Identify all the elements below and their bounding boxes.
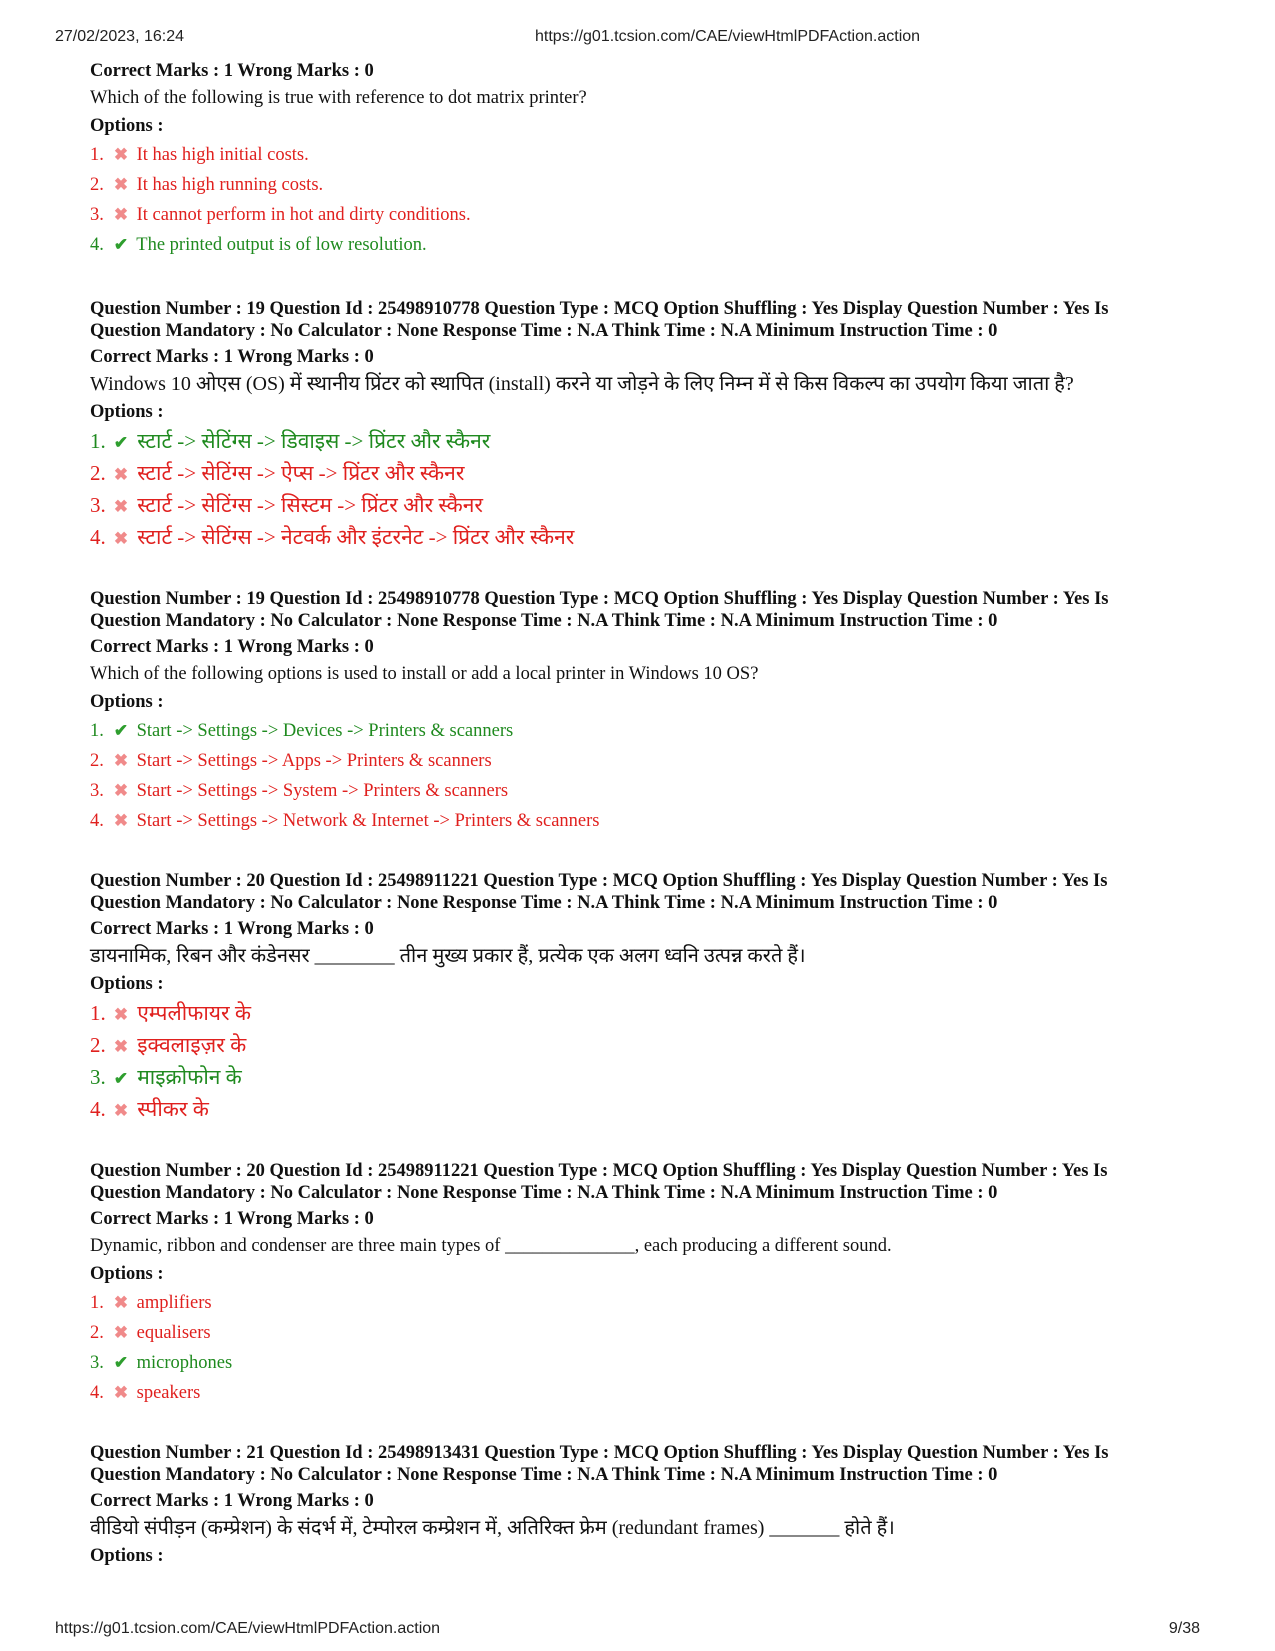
option-number: 2. (90, 1323, 104, 1343)
option-item (90, 1062, 1190, 1094)
cross-mark-icon: ✖ (113, 1037, 129, 1056)
option-item (90, 458, 1190, 490)
question-block (90, 298, 1190, 554)
cross-mark-icon: ✖ (113, 1293, 129, 1312)
options-label: Options : (90, 402, 164, 422)
print-datetime: 27/02/2023, 16:24 (55, 28, 185, 45)
question-text: Dynamic, ribbon and condenser are three main types of ______________, each producing a different sound. (90, 1236, 892, 1256)
options-list (90, 998, 1190, 1126)
option-number: 2. (90, 175, 104, 195)
option-number: 4. (90, 525, 106, 549)
question-list (90, 56, 1190, 1604)
option-text: It cannot perform in hot and dirty conditions. (136, 205, 471, 225)
option-text: माइक्रोफोन के (137, 1065, 242, 1089)
question-block (90, 1160, 1190, 1408)
option-item (90, 1378, 1190, 1408)
option-number: 3. (90, 1065, 106, 1089)
option-text: microphones (136, 1353, 233, 1373)
option-item (90, 776, 1190, 806)
check-mark-icon: ✔ (113, 1353, 129, 1372)
option-text: equalisers (136, 1323, 211, 1343)
option-item (90, 1094, 1190, 1126)
cross-mark-icon: ✖ (113, 175, 129, 194)
option-item (90, 1288, 1190, 1318)
options-label: Options : (90, 1546, 164, 1566)
option-item (90, 426, 1190, 458)
options-label: Options : (90, 1264, 164, 1284)
option-text: Start -> Settings -> Devices -> Printers & scanners (136, 721, 514, 741)
question-text: Which of the following options is used to install or add a local printer in Windows 10 OS? (90, 664, 759, 684)
option-number: 4. (90, 1097, 106, 1121)
cross-mark-icon: ✖ (113, 145, 129, 164)
option-item (90, 716, 1190, 746)
option-text: Start -> Settings -> Network & Internet -> Printers & scanners (136, 811, 600, 831)
option-text: amplifiers (136, 1293, 212, 1313)
question-text: डायनामिक, रिबन और कंडेनसर ________ तीन मुख्य प्रकार हैं, प्रत्येक एक अलग ध्वनि उत्पन्न करते हैं। (90, 945, 806, 967)
question-meta-line-2: Question Mandatory : No Calculator : None Response Time : N.A Think Time : N.A Minimum Instruction Time : 0 (90, 1465, 998, 1485)
option-number: 1. (90, 429, 106, 453)
cross-mark-icon: ✖ (113, 205, 129, 224)
page-number: 9/38 (1168, 1620, 1200, 1637)
option-number: 1. (90, 1293, 104, 1313)
option-number: 4. (90, 235, 104, 255)
option-item (90, 806, 1190, 836)
question-meta-line-1: Question Number : 21 Question Id : 25498913431 Question Type : MCQ Option Shuffling : Yes Display Question Number : Yes Is (90, 1443, 1109, 1463)
option-number: 1. (90, 1001, 106, 1025)
option-text: स्टार्ट -> सेटिंग्स -> डिवाइस -> प्रिंटर और स्कैनर (137, 429, 491, 453)
option-text: एम्पलीफायर के (137, 1001, 251, 1025)
options-list (90, 1288, 1190, 1408)
cross-mark-icon: ✖ (113, 465, 129, 484)
option-item (90, 200, 1190, 230)
print-header-url: https://g01.tcsion.com/CAE/viewHtmlPDFAction.action (535, 28, 921, 45)
option-text: speakers (136, 1383, 201, 1403)
option-item (90, 1318, 1190, 1348)
option-item (90, 1348, 1190, 1378)
marks-line: Correct Marks : 1 Wrong Marks : 0 (90, 61, 374, 81)
option-item (90, 490, 1190, 522)
question-meta-line-2: Question Mandatory : No Calculator : None Response Time : N.A Think Time : N.A Minimum Instruction Time : 0 (90, 611, 998, 631)
print-footer (55, 1620, 1220, 1642)
option-text: It has high initial costs. (136, 145, 309, 165)
option-text: इक्वलाइज़र के (137, 1033, 247, 1057)
question-meta-line-2: Question Mandatory : No Calculator : None Response Time : N.A Think Time : N.A Minimum Instruction Time : 0 (90, 321, 998, 341)
check-mark-icon: ✔ (113, 433, 129, 452)
cross-mark-icon: ✖ (113, 751, 129, 770)
check-mark-icon: ✔ (113, 721, 129, 740)
options-label: Options : (90, 974, 164, 994)
question-meta-line-2: Question Mandatory : No Calculator : None Response Time : N.A Think Time : N.A Minimum Instruction Time : 0 (90, 893, 998, 913)
options-label: Options : (90, 692, 164, 712)
cross-mark-icon: ✖ (113, 1101, 129, 1120)
options-list (90, 140, 1190, 260)
question-block (90, 1442, 1190, 1570)
option-number: 2. (90, 751, 104, 771)
cross-mark-icon: ✖ (113, 1383, 129, 1402)
question-text: वीडियो संपीड़न (कम्प्रेशन) के संदर्भ में, टेम्पोरल कम्प्रेशन में, अतिरिक्त फ्रेम (redundant frames) _______ होते हैं। (90, 1517, 895, 1539)
marks-line: Correct Marks : 1 Wrong Marks : 0 (90, 637, 374, 657)
question-meta-line-1: Question Number : 19 Question Id : 25498910778 Question Type : MCQ Option Shuffling : Yes Display Question Number : Yes Is (90, 589, 1109, 609)
option-item (90, 522, 1190, 554)
option-item (90, 746, 1190, 776)
question-meta-line-1: Question Number : 19 Question Id : 25498910778 Question Type : MCQ Option Shuffling : Yes Display Question Number : Yes Is (90, 299, 1109, 319)
question-meta-line-2: Question Mandatory : No Calculator : None Response Time : N.A Think Time : N.A Minimum Instruction Time : 0 (90, 1183, 998, 1203)
option-text: स्टार्ट -> सेटिंग्स -> नेटवर्क और इंटरनेट -> प्रिंटर और स्कैनर (137, 525, 575, 549)
marks-line: Correct Marks : 1 Wrong Marks : 0 (90, 347, 374, 367)
option-number: 4. (90, 811, 104, 831)
question-text: Windows 10 ओएस (OS) में स्थानीय प्रिंटर को स्थापित (install) करने या जोड़ने के लिए निम्न में से किस विकल्प का उपयोग किया जाता है? (90, 373, 1074, 395)
option-number: 2. (90, 1033, 106, 1057)
check-mark-icon: ✔ (113, 235, 129, 254)
options-list (90, 426, 1190, 554)
option-number: 3. (90, 205, 104, 225)
question-text: Which of the following is true with reference to dot matrix printer? (90, 88, 587, 108)
options-label: Options : (90, 116, 164, 136)
option-text: Start -> Settings -> System -> Printers & scanners (136, 781, 509, 801)
question-block (90, 588, 1190, 836)
print-header (55, 28, 1220, 50)
cross-mark-icon: ✖ (113, 781, 129, 800)
option-text: स्टार्ट -> सेटिंग्स -> ऐप्स -> प्रिंटर और स्कैनर (137, 461, 465, 485)
marks-line: Correct Marks : 1 Wrong Marks : 0 (90, 1209, 374, 1229)
option-number: 1. (90, 145, 104, 165)
option-text: It has high running costs. (136, 175, 324, 195)
print-footer-url: https://g01.tcsion.com/CAE/viewHtmlPDFAction.action (55, 1620, 441, 1637)
cross-mark-icon: ✖ (113, 529, 129, 548)
option-number: 4. (90, 1383, 104, 1403)
option-text: स्टार्ट -> सेटिंग्स -> सिस्टम -> प्रिंटर और स्कैनर (137, 493, 483, 517)
question-block (90, 58, 1190, 260)
option-number: 3. (90, 493, 106, 517)
marks-line: Correct Marks : 1 Wrong Marks : 0 (90, 1491, 374, 1511)
option-item (90, 1030, 1190, 1062)
option-text: Start -> Settings -> Apps -> Printers & scanners (136, 751, 492, 771)
cross-mark-icon: ✖ (113, 1005, 129, 1024)
option-number: 2. (90, 461, 106, 485)
option-number: 1. (90, 721, 104, 741)
option-number: 3. (90, 1353, 104, 1373)
option-number: 3. (90, 781, 104, 801)
cross-mark-icon: ✖ (113, 1323, 129, 1342)
cross-mark-icon: ✖ (113, 497, 129, 516)
option-item (90, 170, 1190, 200)
option-item (90, 230, 1190, 260)
question-block (90, 870, 1190, 1126)
question-meta-line-1: Question Number : 20 Question Id : 25498911221 Question Type : MCQ Option Shuffling : Yes Display Question Number : Yes Is (90, 1161, 1108, 1181)
options-list (90, 716, 1190, 836)
question-meta-line-1: Question Number : 20 Question Id : 25498911221 Question Type : MCQ Option Shuffling : Yes Display Question Number : Yes Is (90, 871, 1108, 891)
cross-mark-icon: ✖ (113, 811, 129, 830)
check-mark-icon: ✔ (113, 1069, 129, 1088)
option-text: The printed output is of low resolution. (136, 235, 427, 255)
marks-line: Correct Marks : 1 Wrong Marks : 0 (90, 919, 374, 939)
option-text: स्पीकर के (137, 1097, 209, 1121)
option-item (90, 140, 1190, 170)
option-item (90, 998, 1190, 1030)
